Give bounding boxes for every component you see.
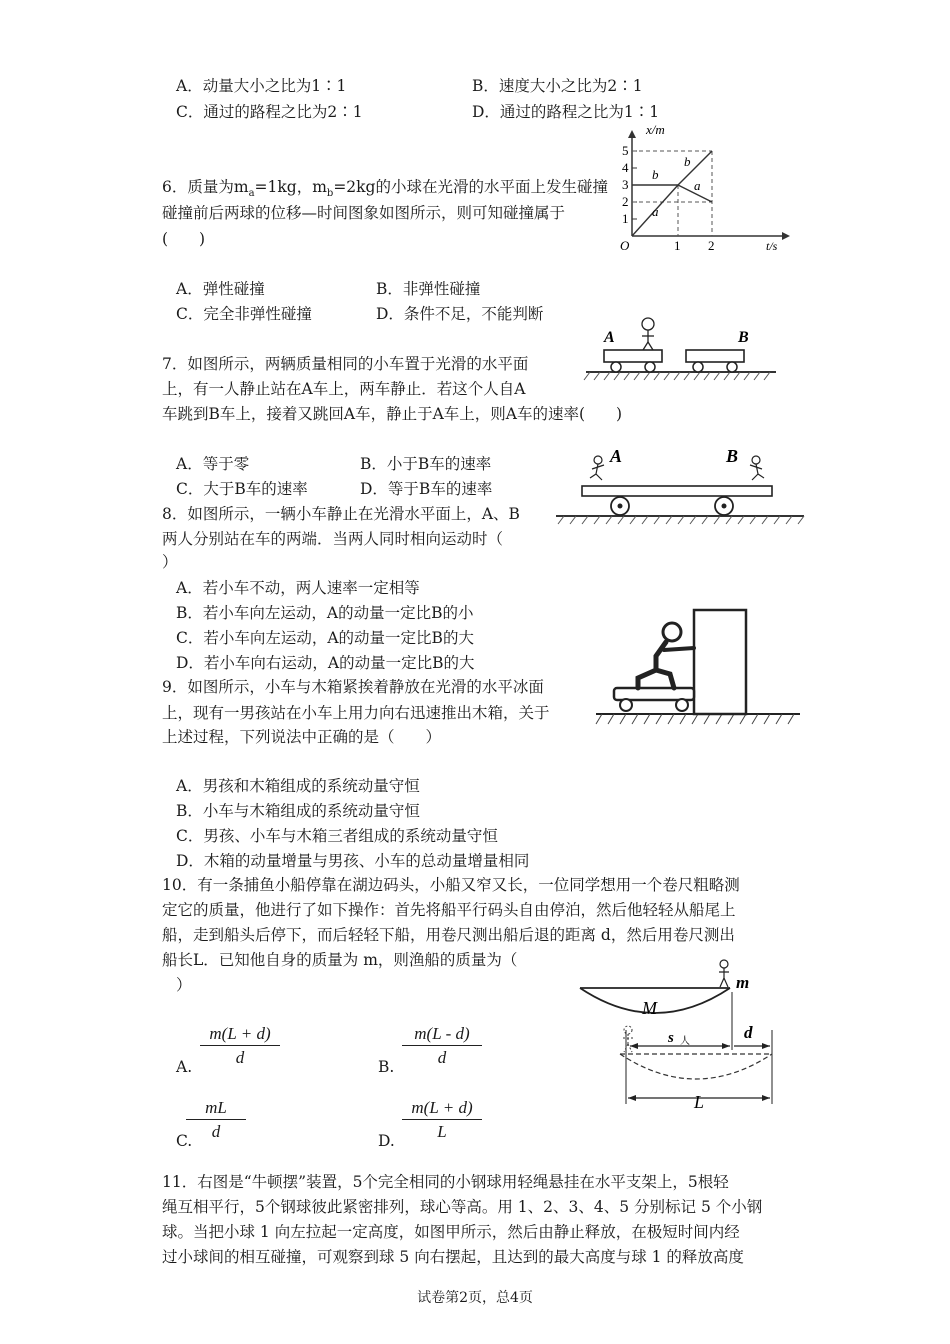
q6-option-c: C．完全非弹性碰撞 bbox=[176, 305, 312, 323]
q7-fig-label-b: B bbox=[738, 329, 749, 346]
q8-option-c: C．若小车向左运动，A的动量一定比B的大 bbox=[176, 629, 474, 647]
q10-option-d-denominator: L bbox=[437, 1122, 447, 1141]
q9-option-c: C．男孩、小车与木箱三者组成的系统动量守恒 bbox=[176, 827, 498, 845]
q7-stem-line2: 上，有一人静止站在A车上，两车静止．若这个人自A bbox=[162, 380, 526, 398]
q6-ytick-4: 4 bbox=[622, 160, 629, 175]
q8-cart-figure bbox=[552, 440, 808, 524]
q6-line-label-a2: a bbox=[694, 178, 701, 193]
q10-option-a-numerator: m(L + d) bbox=[200, 1024, 280, 1046]
q9-boy-cart-box-figure bbox=[594, 604, 804, 730]
q7-option-c: C．大于B车的速率 bbox=[176, 480, 308, 498]
q11-stem-line1: 11．右图是“牛顿摆”装置，5个完全相同的小钢球用轻绳悬挂在水平支架上，5根轻 bbox=[162, 1173, 729, 1191]
q9-option-d: D．木箱的动量增量与男孩、小车的总动量增量相同 bbox=[176, 852, 530, 870]
q6-ytick-3: 3 bbox=[622, 177, 629, 192]
q8-stem-line1: 8．如图所示，一辆小车静止在光滑水平面上，A、B bbox=[162, 505, 520, 523]
q7-stem-line1: 7．如图所示，两辆质量相同的小车置于光滑的水平面 bbox=[162, 355, 529, 373]
q11-stem-line3: 球。当把小球 1 向左拉起一定高度，如图甲所示，然后由静止释放，在极短时间内经 bbox=[162, 1223, 740, 1241]
q10-option-a-denominator: d bbox=[235, 1048, 245, 1067]
q10-fig-label-s: s bbox=[668, 1030, 674, 1046]
q6-xt-graph bbox=[612, 122, 792, 253]
q9-stem-line3: 上述过程，下列说法中正确的是（ ） bbox=[162, 728, 442, 746]
q10-option-c-fraction bbox=[186, 1098, 246, 1142]
q8-option-a: A．若小车不动，两人速率一定相等 bbox=[176, 579, 420, 597]
q5-option-d: D．通过的路程之比为1∶1 bbox=[472, 103, 660, 121]
q10-option-a-label: A. bbox=[176, 1058, 193, 1076]
q6-line-label-a1: a bbox=[652, 204, 659, 219]
q7-option-a: A．等于零 bbox=[176, 455, 250, 473]
q7-option-b: B．小于B车的速率 bbox=[360, 455, 492, 473]
q7-fig-label-a: A bbox=[604, 329, 615, 346]
q6-x-axis-label: t/s bbox=[766, 239, 778, 253]
q10-option-c-label: C. bbox=[176, 1132, 193, 1150]
q10-fig-label-s-sub: 人 bbox=[680, 1036, 690, 1047]
q6-ytick-2: 2 bbox=[622, 194, 629, 209]
q10-stem-line4: 船长L．已知他自身的质量为 m，则渔船的质量为（ bbox=[162, 951, 518, 969]
q6-y-axis-label: x/m bbox=[646, 122, 665, 137]
q10-option-d-fraction bbox=[402, 1098, 482, 1142]
q6-line-label-b1: b bbox=[652, 167, 659, 182]
q10-stem-line3: 船，走到船头后停下，而后轻轻下船，用卷尺测出船后退的距离 d，然后用卷尺测出 bbox=[162, 926, 735, 944]
q10-option-d-label: D. bbox=[378, 1132, 395, 1150]
q10-fig-label-m: m bbox=[736, 973, 750, 992]
q10-option-c-denominator: d bbox=[211, 1122, 221, 1141]
q9-option-a: A．男孩和木箱组成的系统动量守恒 bbox=[176, 777, 420, 795]
q5-option-b: B．速度大小之比为2∶1 bbox=[472, 77, 643, 95]
page-footer: 试卷第2页，总4页 bbox=[417, 1290, 533, 1306]
q6-option-a: A．弹性碰撞 bbox=[176, 280, 265, 298]
q10-stem-line1: 10．有一条捕鱼小船停靠在湖边码头，小船又窄又长，一位同学想用一个卷尺粗略测 bbox=[162, 876, 740, 894]
q6-ytick-1: 1 bbox=[622, 211, 629, 226]
q10-option-b-denominator: d bbox=[437, 1048, 447, 1067]
q10-option-d-numerator: m(L + d) bbox=[402, 1098, 482, 1120]
q9-option-b: B．小车与木箱组成的系统动量守恒 bbox=[176, 802, 420, 820]
q10-option-a-fraction bbox=[200, 1024, 280, 1068]
q10-boat-figure bbox=[572, 958, 794, 1110]
q10-option-c-numerator: mL bbox=[186, 1098, 246, 1120]
q7-stem-line3: 车跳到B车上，接着又跳回A车，静止于A车上，则A车的速率( ) bbox=[162, 405, 623, 423]
q10-stem-line5: ） bbox=[176, 976, 192, 994]
q10-fig-label-M: M bbox=[642, 998, 657, 1018]
q9-stem-line2: 上，现有一男孩站在小车上用力向右迅速推出木箱，关于 bbox=[162, 704, 550, 722]
q6-stem-line3: ( ) bbox=[162, 230, 206, 248]
q8-fig-label-b: B bbox=[726, 446, 739, 466]
q8-stem-line3: ） bbox=[162, 553, 178, 571]
q6-ytick-5: 5 bbox=[622, 143, 629, 158]
q7-option-d: D．等于B车的速率 bbox=[360, 480, 493, 498]
q8-stem-line2: 两人分别站在车的两端．当两人同时相向运动时（ bbox=[162, 530, 504, 548]
q10-stem-line2: 定它的质量，他进行了如下操作：首先将船平行码头自由停泊，然后他轻轻从船尾上 bbox=[162, 901, 736, 919]
q6-option-b: B．非弹性碰撞 bbox=[376, 280, 481, 298]
q10-fig-label-d: d bbox=[744, 1023, 753, 1042]
q10-fig-label-L: L bbox=[694, 1092, 705, 1112]
q11-stem-line2: 绳互相平行，5个钢球彼此紧密排列，球心等高。用 1、2、3、4、5 分别标记 5 个小钢 bbox=[162, 1198, 763, 1216]
q6-stem-line1: 6．质量为$m_a=1kg$，$m_b=2kg$的小球在光滑的水平面上发生碰撞 bbox=[162, 178, 608, 200]
q10-option-b-label: B. bbox=[378, 1058, 395, 1076]
q8-option-b: B．若小车向左运动，A的动量一定比B的小 bbox=[176, 604, 474, 622]
q5-option-a: A．动量大小之比为1∶1 bbox=[176, 77, 347, 95]
q6-stem-line2: 碰撞前后两球的位移—时间图象如图所示，则可知碰撞属于 bbox=[162, 204, 566, 222]
q10-option-b-fraction bbox=[402, 1024, 482, 1068]
q10-option-b-numerator: m(L - d) bbox=[402, 1024, 482, 1046]
q7-two-carts-figure bbox=[580, 312, 780, 384]
q6-origin-label: O bbox=[620, 238, 630, 253]
q11-stem-line4: 过小球间的相互碰撞，可观察到球 5 向右摆起，且达到的最大高度与球 1 的释放高度 bbox=[162, 1248, 744, 1266]
q5-option-c: C．通过的路程之比为2∶1 bbox=[176, 103, 363, 121]
q6-xtick-1: 1 bbox=[674, 238, 681, 253]
q6-option-d: D．条件不足，不能判断 bbox=[376, 305, 544, 323]
q8-option-d: D．若小车向右运动，A的动量一定比B的大 bbox=[176, 654, 475, 672]
q6-xtick-2: 2 bbox=[708, 238, 715, 253]
q9-stem-line1: 9．如图所示，小车与木箱紧挨着静放在光滑的水平冰面 bbox=[162, 678, 544, 696]
q6-line-label-b2: b bbox=[684, 154, 691, 169]
q8-fig-label-a: A bbox=[610, 446, 623, 466]
